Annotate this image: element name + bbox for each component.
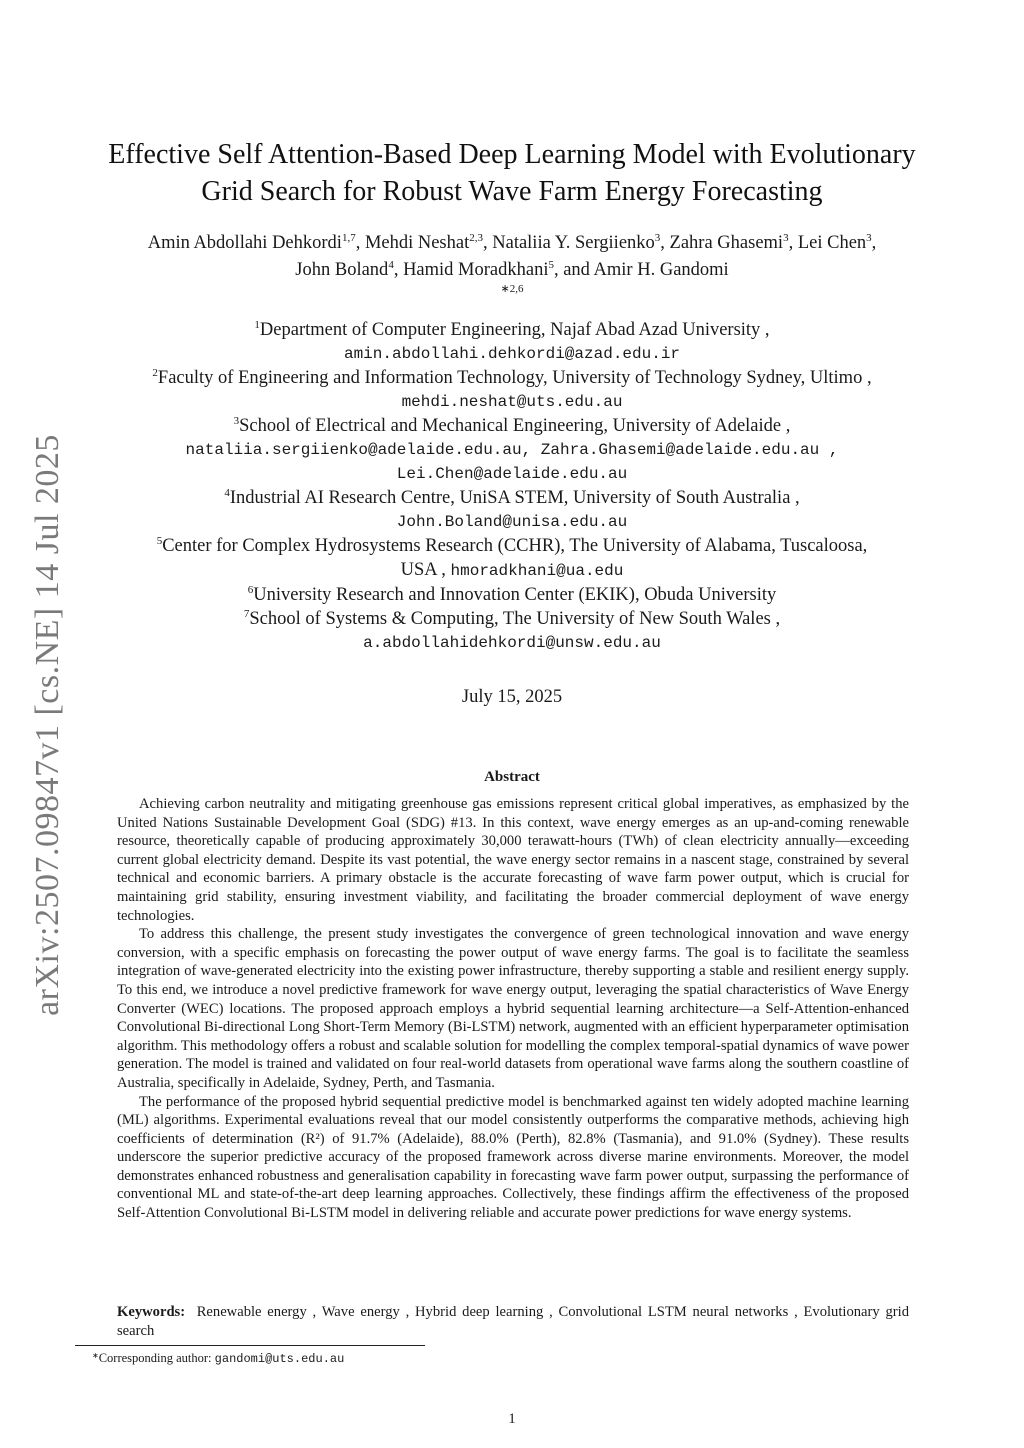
affiliation-text: USA ,: [400, 560, 446, 580]
affiliation-number: 3: [233, 415, 240, 427]
affiliation-email[interactable]: amin.abdollahi.dehkordi@azad.edu.ir: [343, 345, 681, 363]
author-separator: ,: [393, 260, 404, 280]
affiliation-number: 5: [156, 535, 163, 547]
affiliation-email[interactable]: hmoradkhani@ua.edu: [450, 562, 624, 580]
author-name: Amin Abdollahi Dehkordi: [147, 233, 342, 253]
author-name: Hamid Moradkhani: [403, 260, 549, 280]
affiliation-number: 2: [152, 367, 158, 379]
affiliation-number: 1: [254, 319, 260, 331]
corresponding-author-marker: ∗2,6: [500, 283, 524, 295]
abstract-heading: Abstract: [484, 769, 540, 785]
affiliation-number: 6: [247, 584, 254, 596]
affiliation-row: [60, 486, 964, 510]
keywords-label: Keywords:: [117, 1304, 186, 1320]
keywords-text: Renewable energy , Wave energy , Hybrid deep learning , Convolutional LSTM neural networks , Evolutionary grid search: [117, 1304, 909, 1339]
footnote-marker: ∗: [92, 1351, 99, 1360]
affiliation-row: [60, 583, 964, 607]
author-affiliation-marker: 3: [654, 232, 661, 244]
abstract-paragraph: To address this challenge, the present study investigates the convergence of green technological innovation and wave energy conversion, with a specific emphasis on forecasting the power output of wave energy farms. The goal is to facilitate the seamless integration of wave-generated electricity into the existing power infrastructure, thereby supporting a stable and resilient energy supply. To this end, we introduce a novel predictive framework for wave energy output, leveraging the spatial characteristics of Wave Energy Converter (WEC) locations. The proposed approach employs a hybrid sequential learning architecture—a Self-Attention-enhanced Convolutional Bi-directional Long Short-Term Memory (Bi-LSTM) network, augmented with an efficient hyperparameter optimisation algorithm. This methodology offers a robust and scalable solution for modelling the complex temporal-spatial dynamics of wave power generation. The model is trained and validated on four real-world datasets from operational wave farms along the southern coastline of Australia, specifically in Adelaide, Sydney, Perth, and Tasmania.: [117, 926, 909, 1091]
author-affiliation-marker: 4: [388, 259, 394, 271]
affiliation-row: [60, 366, 964, 390]
affiliation-text: School of Systems & Computing, The University of New South Wales ,: [249, 609, 781, 629]
affiliation-email[interactable]: a.abdollahidehkordi@unsw.edu.au: [363, 634, 661, 652]
affiliation-email[interactable]: mehdi.neshat@uts.edu.au: [401, 393, 623, 411]
footnote-label: Corresponding author:: [98, 1351, 215, 1365]
author-line-2: [60, 257, 964, 284]
affiliation-email[interactable]: Lei.Chen@adelaide.edu.au: [396, 465, 628, 483]
author-name: Zahra Ghasemi: [669, 233, 784, 253]
affiliation-text: Faculty of Engineering and Information Technology, University of Technology Sydney, Ultimo ,: [157, 368, 872, 388]
author-name: John Boland: [295, 260, 389, 280]
affiliation-row: [60, 607, 964, 631]
author-affiliation-marker: 5: [548, 259, 554, 271]
affiliation-text: Industrial AI Research Centre, UniSA STEM, University of South Australia ,: [229, 488, 800, 508]
author-name: Mehdi Neshat: [364, 233, 470, 253]
abstract-paragraph: The performance of the proposed hybrid sequential predictive model is benchmarked against ten widely adopted machine learning (ML) algorithms. Experimental evaluations reveal that our model consistently outperforms the comparative methods, achieving high coefficients of determination (R²) of 91.7% (Adelaide), 88.0% (Perth), 82.8% (Tasmania), and 91.0% (Sydney). These results underscore the superior predictive accuracy of the proposed framework across diverse marine environments. Moreover, the model demonstrates enhanced robustness and generalisation capability in forecasting wave farm power output, surpassing the performance of conventional ML and state-of-the-art deep learning approaches. Collectively, these findings affirm the effectiveness of the proposed Self-Attention Convolutional Bi-LSTM model in delivering reliable and accurate power predictions for wave energy systems.: [117, 1093, 909, 1222]
affiliation-text: Department of Computer Engineering, Najaf Abad Azad University ,: [259, 320, 770, 340]
author-affiliation-marker: 2,3: [469, 232, 483, 244]
affiliation-row: [60, 534, 964, 558]
keywords: [117, 1303, 909, 1340]
author-separator: ,: [788, 233, 798, 253]
author-name: Nataliia Y. Sergiienko: [492, 233, 655, 253]
footnote-divider: [75, 1345, 425, 1346]
paper-title: [80, 136, 944, 210]
arxiv-identifier: arXiv:2507.09847v1 [cs.NE] 14 Jul 2025: [29, 434, 66, 1016]
affiliation-text: School of Electrical and Mechanical Engineering, University of Adelaide ,: [239, 416, 791, 436]
author-name: Amir H. Gandomi: [593, 260, 729, 280]
abstract-paragraph: Achieving carbon neutrality and mitigating greenhouse gas emissions represent critical global imperatives, as emphasized by the United Nations Sustainable Development Goal (SDG) #13. In this context, wave energy emerges as an up-and-coming renewable resource, theoretically capable of producing approximately 30,000 terawatt-hours (TWh) of clean electricity annually—exceeding current global electricity demand. Despite its vast potential, the wave energy sector remains in a nascent stage, constrained by several technical and economic barriers. A primary obstacle is the accurate forecasting of wave farm power output, which is crucial for maintaining grid stability, ensuring investment viability, and facilitating the broader commercial deployment of wave energy technologies.: [117, 796, 909, 924]
author-line-1: [60, 230, 964, 257]
publication-date: July 15, 2025: [461, 687, 563, 707]
author-separator: ,: [483, 233, 493, 253]
affiliation-text: University Research and Innovation Center (EKIK), Obuda University: [253, 585, 777, 605]
affiliation-list: [60, 318, 964, 655]
paper-title-line-2: Grid Search for Robust Wave Farm Energy Forecasting: [201, 176, 823, 207]
author-name: Lei Chen: [797, 233, 867, 253]
author-affiliation-marker: 3: [866, 232, 872, 244]
affiliation-row: [60, 318, 964, 342]
affiliation-number: 4: [224, 487, 230, 499]
affiliation-email[interactable]: John.Boland@unisa.edu.au: [396, 513, 628, 531]
affiliation-row: [60, 414, 964, 438]
affiliation-email[interactable]: nataliia.sergiienko@adelaide.edu.au, Zahra.Ghasemi@adelaide.edu.au ,: [185, 441, 839, 459]
affiliation-number: 7: [243, 608, 250, 620]
author-affiliation-marker: 3: [783, 232, 789, 244]
author-separator: ,: [660, 233, 670, 253]
paper-title-line-1: Effective Self Attention-Based Deep Learning Model with Evolutionary: [108, 139, 916, 170]
affiliation-text: Center for Complex Hydrosystems Research (CCHR), The University of Alabama, Tuscaloosa,: [162, 536, 868, 556]
footnote: [92, 1351, 344, 1366]
author-list: [60, 230, 964, 296]
affiliation-row: [60, 558, 964, 583]
author-separator: ,: [871, 233, 877, 253]
corresponding-author-email[interactable]: gandomi@uts.edu.au: [214, 1352, 345, 1366]
page-number: 1: [508, 1411, 516, 1427]
author-separator: , and: [553, 260, 594, 280]
author-affiliation-marker: 1,7: [341, 232, 356, 244]
author-separator: ,: [355, 233, 365, 253]
abstract-body: [117, 795, 909, 1223]
